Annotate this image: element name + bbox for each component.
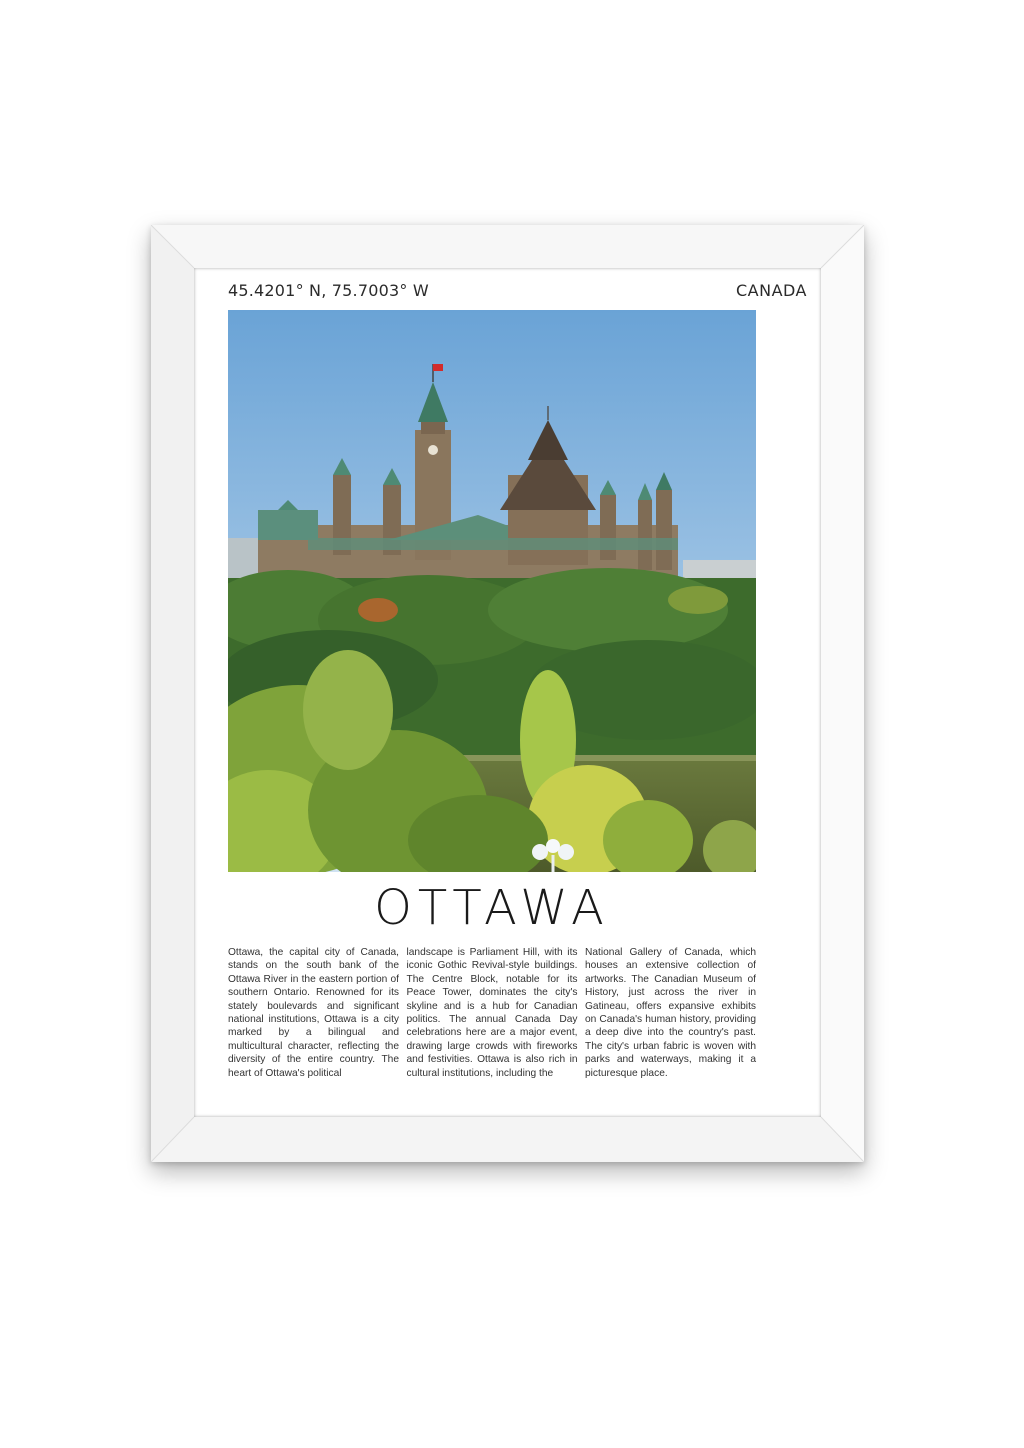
description-columns xyxy=(228,946,756,1080)
poster-frame xyxy=(151,225,864,1162)
poster-mat xyxy=(194,268,821,1117)
city-title: OTTAWA xyxy=(374,880,610,936)
coordinates-label: 45.4201° N, 75.7003° W xyxy=(228,281,429,300)
description-column-3: National Gallery of Canada, which houses an extensive collection of artworks. The Canadian Museum of History, just across the river in Gatineau, offers expansive exhibits on Canada's human history, providing a deep dive into the country's past. The city's urban fabric is woven with parks and waterways, making it a picturesque place. xyxy=(585,947,756,1079)
description-column-2: landscape is Parliament Hill, with its iconic Gothic Revival-style buildings. The Centre Block, notable for its Peace Tower, dominates the city's skyline and is a hub for Canadian politics. The annual Canada Day celebrations here are a major event, drawing large crowds with fireworks and festivities. Ottawa is also rich in cultural institutions, including the xyxy=(406,947,578,1079)
description-column-1: Ottawa, the capital city of Canada, stands on the south bank of the Ottawa River in the eastern portion of southern Ontario. Renowned for its stately boulevards and significant national institutions, Ottawa is a city marked by a bilingual and multicultural character, reflecting the diversity of the entire country. The heart of Ottawa's political xyxy=(228,947,399,1079)
parliament-hill-photo xyxy=(228,310,756,872)
country-label: CANADA xyxy=(735,281,807,300)
